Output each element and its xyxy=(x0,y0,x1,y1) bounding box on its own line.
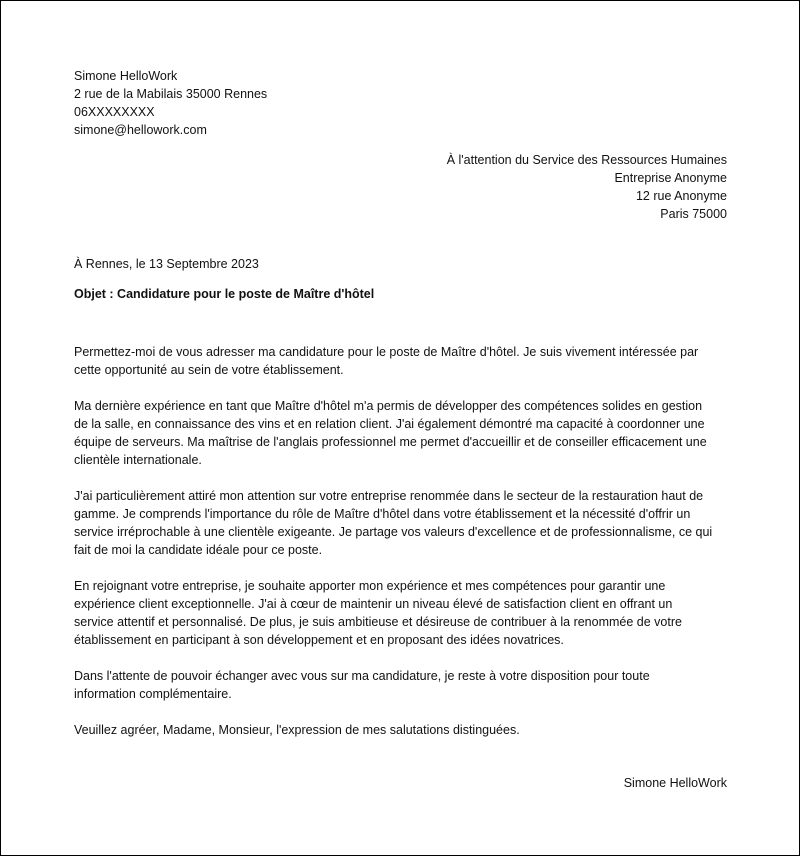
paragraph-line: équipe de serveurs. Ma maîtrise de l'anglais professionnel me permet d'accueillir et de conseiller efficacement une xyxy=(74,435,707,449)
paragraph-line: information complémentaire. xyxy=(74,687,232,701)
paragraph-experience xyxy=(74,397,734,469)
sender-block xyxy=(74,67,267,139)
paragraph-line: expérience client exceptionnelle. J'ai à cœur de maintenir un niveau élevé de satisfaction client en offrant un xyxy=(74,597,673,611)
sender-email: simone@hellowork.com xyxy=(74,123,207,137)
paragraph-line: établissement en participant à son développement et en proposant des idées novatrices. xyxy=(74,633,564,647)
paragraph-line: En rejoignant votre entreprise, je souhaite apporter mon expérience et mes compétences pour garantir une xyxy=(74,579,666,593)
paragraph-line: service attentif et personnalisé. De plus, je suis ambitieuse et désireuse de contribuer à la renommée de votre xyxy=(74,615,682,629)
date-line: À Rennes, le 13 Septembre 2023 xyxy=(74,257,259,271)
recipient-street: 12 rue Anonyme xyxy=(635,189,727,203)
paragraph-line: fait de moi la candidate idéale pour ce poste. xyxy=(74,543,323,557)
paragraph-line: Permettez-moi de vous adresser ma candidature pour le poste de Maître d'hôtel. Je suis vivement intéressée par xyxy=(74,345,699,359)
recipient-city: Paris 75000 xyxy=(660,207,727,221)
recipient-company: Entreprise Anonyme xyxy=(614,171,727,185)
paragraph-motivation xyxy=(74,577,734,649)
paragraph-line: clientèle internationale. xyxy=(74,453,202,467)
sender-name: Simone HelloWork xyxy=(74,69,178,83)
paragraph-line: Dans l'attente de pouvoir échanger avec vous sur ma candidature, je reste à votre disposition pour toute xyxy=(74,669,650,683)
sender-phone: 06XXXXXXXX xyxy=(74,105,155,119)
paragraph-intro xyxy=(74,343,734,379)
letter-body xyxy=(74,343,734,757)
paragraph-line: service irréprochable à une clientèle exigeante. Je partage vos valeurs d'excellence et de professionnalisme, ce qui xyxy=(74,525,713,539)
signature: Simone HelloWork xyxy=(623,776,727,790)
paragraph-line: cette opportunité au sein de votre établissement. xyxy=(74,363,344,377)
sender-address: 2 rue de la Mabilais 35000 Rennes xyxy=(74,87,268,101)
paragraph-availability xyxy=(74,667,734,703)
paragraph-line: J'ai particulièrement attiré mon attention sur votre entreprise renommée dans le secteur de la restauration haut de xyxy=(74,489,704,503)
paragraph-line: Ma dernière expérience en tant que Maître d'hôtel m'a permis de développer des compétences solides en gestion xyxy=(74,399,703,413)
paragraph-line: de la salle, en connaissance des vins et en relation client. J'ai également démontré ma capacité à coordonner une xyxy=(74,417,705,431)
recipient-attention: À l'attention du Service des Ressources Humaines xyxy=(446,153,727,167)
paragraph-line: Veuillez agréer, Madame, Monsieur, l'expression de mes salutations distinguées. xyxy=(74,723,520,737)
recipient-block xyxy=(447,151,727,223)
paragraph-closing xyxy=(74,721,734,739)
paragraph-line: gamme. Je comprends l'importance du rôle de Maître d'hôtel dans votre établissement et la nécessité d'offrir un xyxy=(74,507,691,521)
paragraph-company xyxy=(74,487,734,559)
subject-line: Objet : Candidature pour le poste de Maître d'hôtel xyxy=(74,287,375,301)
